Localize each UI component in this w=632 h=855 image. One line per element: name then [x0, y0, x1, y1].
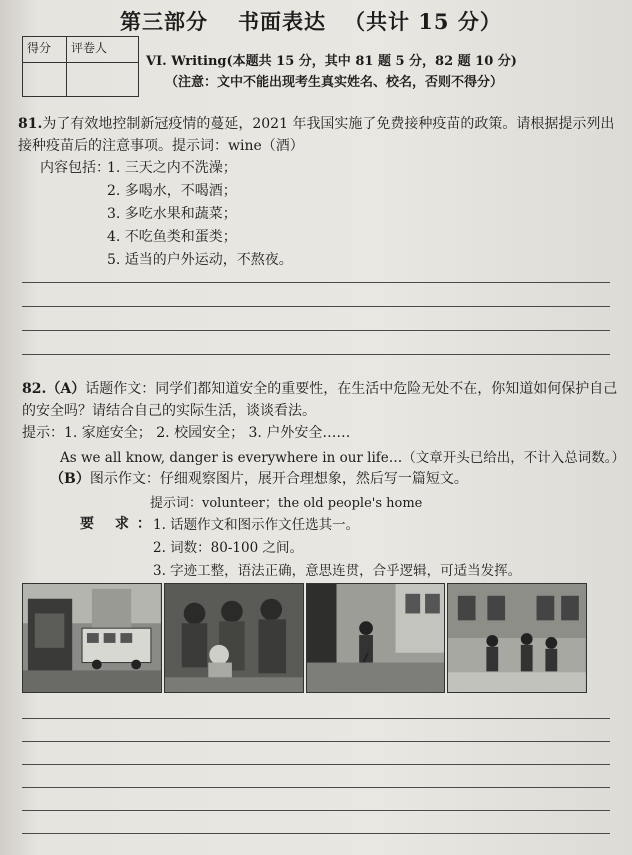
answer-line[interactable] [22, 787, 610, 788]
section-label: 书面表达 [238, 9, 326, 34]
score-cell[interactable] [23, 63, 67, 97]
question-82a [22, 378, 622, 422]
answer-line[interactable] [22, 354, 610, 355]
list-item: 4. 不吃鱼类和蛋类； [107, 229, 237, 245]
score-box [22, 36, 139, 97]
list-item: 1. 三天之内不洗澡； [107, 160, 237, 176]
answer-line[interactable] [22, 306, 610, 307]
bus-stop-photo [22, 583, 162, 693]
answer-line[interactable] [22, 741, 610, 742]
answer-line[interactable] [22, 718, 610, 719]
requirements-label: 要 求： [80, 516, 159, 532]
sweeping-photo [306, 583, 446, 693]
part-label: 第三部分 [120, 9, 208, 34]
grader-cell[interactable] [67, 63, 139, 97]
score-label: 得分 [23, 37, 67, 63]
picture-strip [22, 583, 587, 693]
content-label: 内容包括： [40, 160, 110, 176]
list-item: 3. 多吃水果和蔬菜； [107, 206, 237, 222]
option-a-label: （A） [46, 381, 86, 397]
writing-heading: VI. Writing(本题共 15 分，其中 81 题 5 分，82 题 10 分) [146, 54, 517, 69]
courtyard-photo [447, 583, 587, 693]
section-title [120, 6, 502, 36]
question-number: 81. [18, 116, 43, 132]
list-item: 2. 多喝水，不喝酒； [107, 183, 237, 199]
answer-line[interactable] [22, 282, 610, 283]
option-a-prompt: 同学们都知道安全的重要性，在生活中危险无处不在，你知道如何保护自己的安全吗？请结合自己的实际生活，谈谈看法。 [22, 381, 618, 419]
answer-line[interactable] [22, 764, 610, 765]
option-a-title: 话题作文： [85, 381, 156, 397]
option-b-prompt: 仔细观察图片，展开合理想象，然后写一篇短文。 [159, 471, 468, 487]
answer-line[interactable] [22, 810, 610, 811]
answer-line[interactable] [22, 330, 610, 331]
question-number: 82. [22, 381, 47, 397]
question-81 [18, 113, 618, 157]
option-b-title: 图示作文： [89, 471, 160, 487]
requirement-item: 1. 话题作文和图示作文任选其一。 [153, 517, 360, 533]
list-item: 5. 适当的户外运动，不熬夜。 [107, 252, 293, 268]
writing-note: （注意：文中不能出现考生真实姓名、校名，否则不得分） [165, 75, 504, 90]
requirement-item: 3. 字迹工整，语法正确，意思连贯，合乎逻辑，可适当发挥。 [153, 563, 522, 579]
option-b-label: （B） [50, 471, 90, 487]
option-b-hint: 提示词：volunteer；the old people's home [150, 496, 423, 511]
volunteers-photo [164, 583, 304, 693]
question-82b [50, 468, 468, 488]
total-score: （共计 15 分） [344, 9, 502, 34]
question-prompt: 为了有效地控制新冠疫情的蔓延，2021 年我国实施了免费接种疫苗的政策。请根据提示列出接种疫苗后的注意事项。提示词：wine（酒） [18, 116, 615, 154]
grader-label: 评卷人 [67, 37, 139, 63]
answer-line[interactable] [22, 833, 610, 834]
option-a-opening: As we all know, danger is everywhere in our life…（文章开头已给出，不计入总词数。） [60, 450, 626, 466]
option-a-hint: 提示：1. 家庭安全； 2. 校园安全； 3. 户外安全…… [22, 425, 351, 441]
requirement-item: 2. 词数：80-100 之间。 [153, 540, 303, 556]
